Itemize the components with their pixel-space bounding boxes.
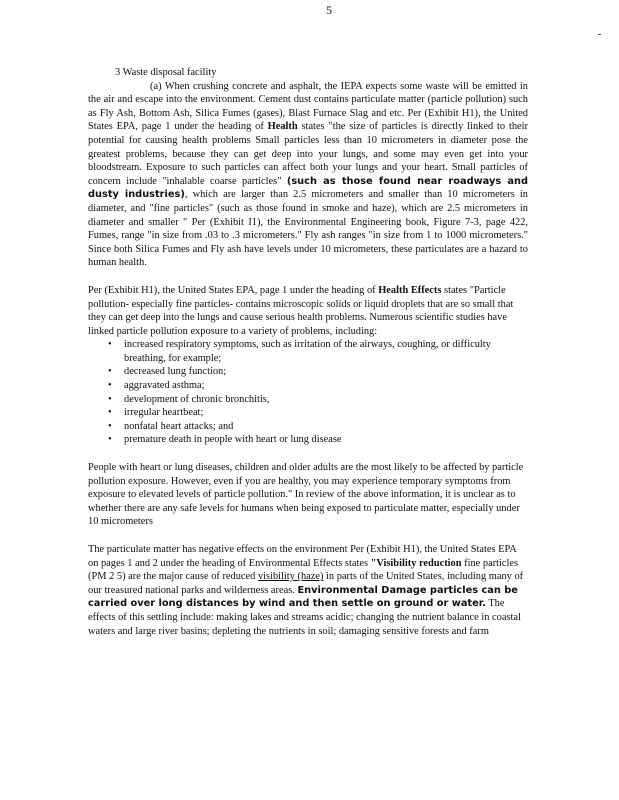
paragraph-environmental-effects [88,543,528,638]
section-heading: 3 Waste disposal facility [115,67,217,78]
list-item [88,433,504,447]
bold-run: "Visibility reduction [370,557,462,569]
paragraph-waste-emissions [88,80,528,270]
list-item-text: premature death in people with heart or lung disease [124,434,342,446]
bullet-icon: • [108,434,112,446]
bold-run: Health Effects [378,284,442,296]
text-run: in parts of the United States, including many of our treasured national parks and wilderness areas. [88,571,524,596]
list-item [88,338,504,365]
text-run: , which are larger than 2.5 micrometers and smaller than 10 micrometers in diameter, and "fine particles" (such as those found in smoke and haze), which are 2.5 micrometers in diameter and smaller " Per (Exhibit I1), the Environmental Engineering book, Figure 7-3, page 422, Fumes, range "in size from .03 to .3 micrometers." Fly ash ranges "in size from 1 to 1000 micrometers." Since both Silica Fumes and Fly ash have levels under 10 micrometers, these particulates are a hazard to human health. [88,189,528,269]
bold-run: Environmental Damage particles can be carried over long distances by wind and then settle on ground or water. [88,584,518,610]
list-item-text: increased respiratory symptoms, such as irritation of the airways, coughing, or difficulty breathing, for example; [124,339,491,364]
page-number: 5 [326,3,332,17]
bullet-icon: • [108,407,112,419]
list-item [88,406,504,420]
health-problems-list [88,338,528,447]
list-item-text: decreased lung function; [124,366,227,378]
bold-run: (such as those found near roadways and dusty industries) [88,175,528,201]
text-run: states "Particle pollution- especially fine particles- contains microscopic solids or liquid droplets that are so small that they can get deep into the lungs and cause serious health problems. Numerous scientific studies have linked particle pollution exposure to a variety of problems, including: [88,284,514,337]
underlined-run: visibility (haze) [257,571,324,583]
bullet-icon: • [108,339,112,351]
text-run: states "the size of particles is directly linked to their potential for causing health problems Small particles less than 10 micrometers in diameter pose the greatest problems, because they can get deep into your lungs, and some may even get into your bloodstream. Exposure to such particles can affect both your lungs and your heart. Small particles of concern include "inhalable coarse particles" [88,121,528,187]
text-run: fine particles (PM 2 5) are the major cause of reduced [88,557,519,583]
list-item-text: irregular heartbeat; [124,407,204,419]
list-item [88,420,504,434]
list-item-text: development of chronic bronchitis, [124,393,270,405]
header-mark: - [598,29,602,40]
list-item-text: aggravated asthma; [124,380,205,392]
text-run: The particulate matter has negative effects on the environment Per (Exhibit H1), the United States EPA on pages 1 and 2 under the heading of Environmental Effects states [88,544,517,569]
list-item [88,393,504,407]
bullet-icon: • [108,366,112,378]
paragraph-sensitive-groups: People with heart or lung diseases, children and older adults are the most likely to be affected by particle pollution exposure. However, even if you are healthy, you may experience temporary symptoms from exposure to elevated levels of particle pollution." In review of the above information, it is unclear as to whether there are any safe levels for humans when being exposed to particulate matter, especially under 10 micrometers [88,462,524,528]
paragraph-health-effects [88,284,528,338]
bullet-icon: • [108,420,112,432]
bold-run: Health [267,121,298,133]
text-run: The effects of this settling include: making lakes and streams acidic; changing the nutrient balance in coastal waters and large river basins; depleting the nutrients in soil; damaging sensitive forests and farm [88,598,521,637]
list-item [88,365,504,379]
list-item [88,379,504,393]
list-item-text: nonfatal heart attacks; and [124,420,234,432]
bullet-icon: • [108,380,112,392]
text-run: (a) When crushing concrete and asphalt, the IEPA expects some waste will be emitted in the air and escape into the environment. Cement dust contains particulate matter (particle pollution) such as Fly Ash, Bottom Ash, Silica Fumes (gases), Blast Furnace Slag and etc. Per (Exhibit H1), the United States EPA, page 1 under the heading of [88,80,528,133]
text-run: Per (Exhibit H1), the United States EPA, page 1 under the heading of [88,284,379,296]
document-body [88,66,528,638]
bullet-icon: • [108,393,112,405]
